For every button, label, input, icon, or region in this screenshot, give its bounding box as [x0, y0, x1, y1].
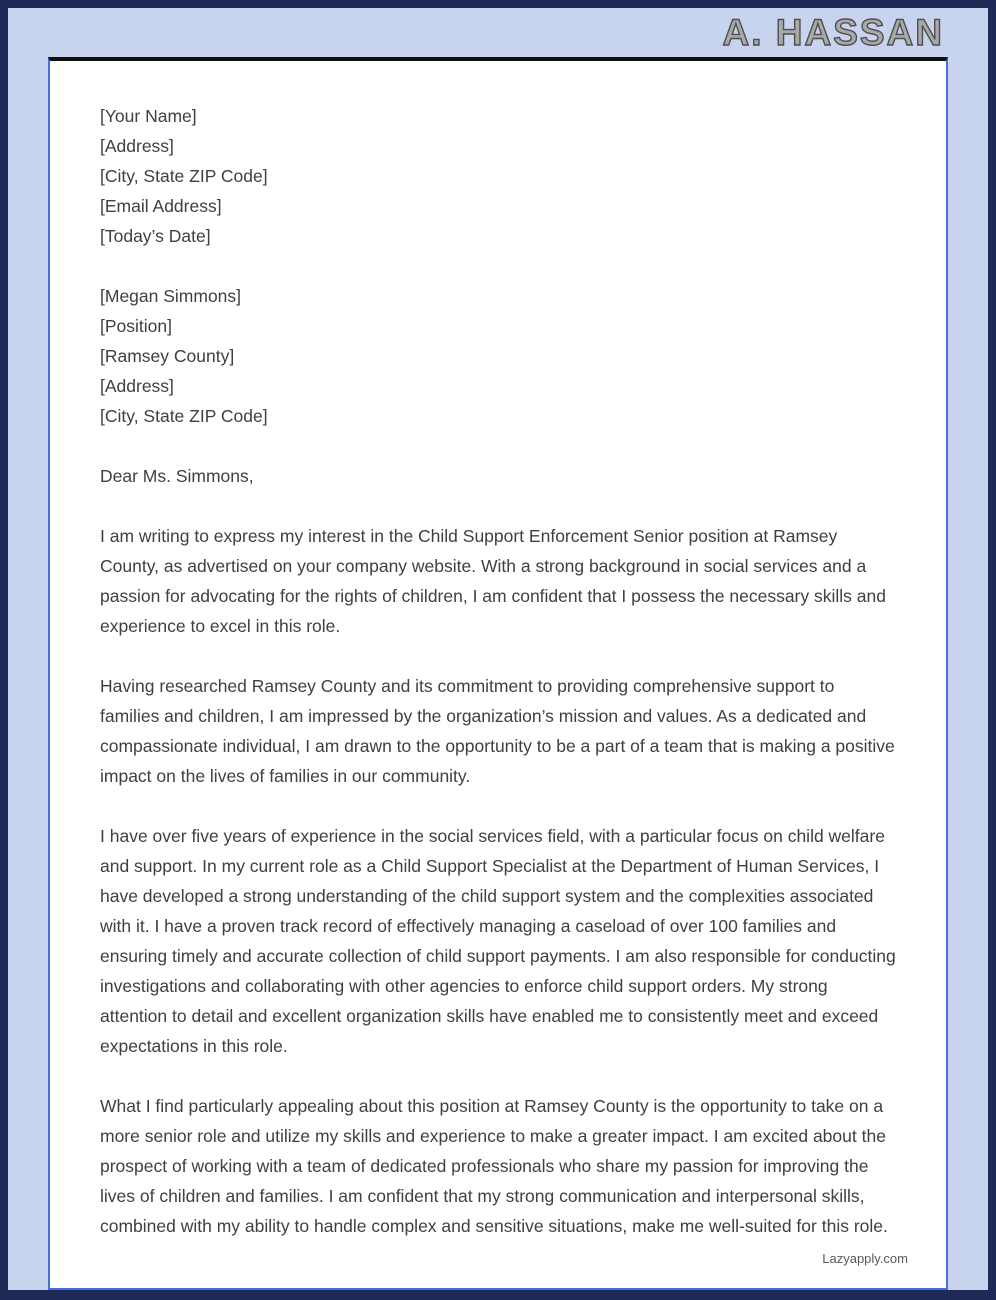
- letter-paragraph: I am writing to express my interest in the Child Support Enforcement Senior position at Ramsey County, as advertised on your company website. With a strong background in social services and a passion for advocating for the rights of children, I am confident that I possess the necessary skills and experience to excel in this role.: [100, 526, 886, 636]
- recipient-address-line: [Address]: [100, 376, 174, 396]
- sender-address-line: [Today’s Date]: [100, 226, 211, 246]
- recipient-address-line: [Megan Simmons]: [100, 286, 242, 306]
- page-background: [8, 8, 988, 1290]
- sender-address-block: [100, 101, 896, 251]
- brand-logo: A. HASSAN: [722, 12, 944, 53]
- sender-address-line: [City, State ZIP Code]: [100, 166, 268, 186]
- letter-page: [48, 57, 948, 1290]
- recipient-address-line: [City, State ZIP Code]: [100, 406, 268, 426]
- recipient-address-line: [Position]: [100, 316, 172, 336]
- recipient-address-block: [100, 281, 896, 431]
- sender-address-line: [Your Name]: [100, 106, 197, 126]
- letter-paragraph: Having researched Ramsey County and its commitment to providing comprehensive support to families and children, I am impressed by the organization’s mission and values. As a dedicated and compassionate individual, I am drawn to the opportunity to be a part of a team that is making a positive impact on the lives of families in our community.: [100, 676, 895, 786]
- salutation: Dear Ms. Simmons,: [100, 466, 254, 486]
- letter-paragraph: What I find particularly appealing about this position at Ramsey County is the opportunity to take on a more senior role and utilize my skills and experience to make a greater impact. I am excited about the prospect of working with a team of dedicated professionals who share my passion for improving the lives of children and families. I am confident that my strong communication and interpersonal skills, combined with my ability to handle complex and sensitive situations, make me well-suited for this role.: [100, 1096, 888, 1236]
- letter-content: [50, 61, 946, 1241]
- sender-address-line: [Address]: [100, 136, 174, 156]
- letter-paragraph: I have over five years of experience in the social services field, with a particular focus on child welfare and support. In my current role as a Child Support Specialist at the Department of Human Services, I have developed a strong understanding of the child support system and the complexities associated with it. I have a proven track record of effectively managing a caseload of over 100 families and ensuring timely and accurate collection of child support payments. I am also responsible for conducting investigations and collaborating with other agencies to enforce child support orders. My strong attention to detail and excellent organization skills have enabled me to consistently meet and exceed expectations in this role.: [100, 826, 896, 1056]
- recipient-address-line: [Ramsey County]: [100, 346, 235, 366]
- watermark: Lazyapply.com: [822, 1251, 908, 1266]
- sender-address-line: [Email Address]: [100, 196, 222, 216]
- letter-body: [100, 521, 896, 1241]
